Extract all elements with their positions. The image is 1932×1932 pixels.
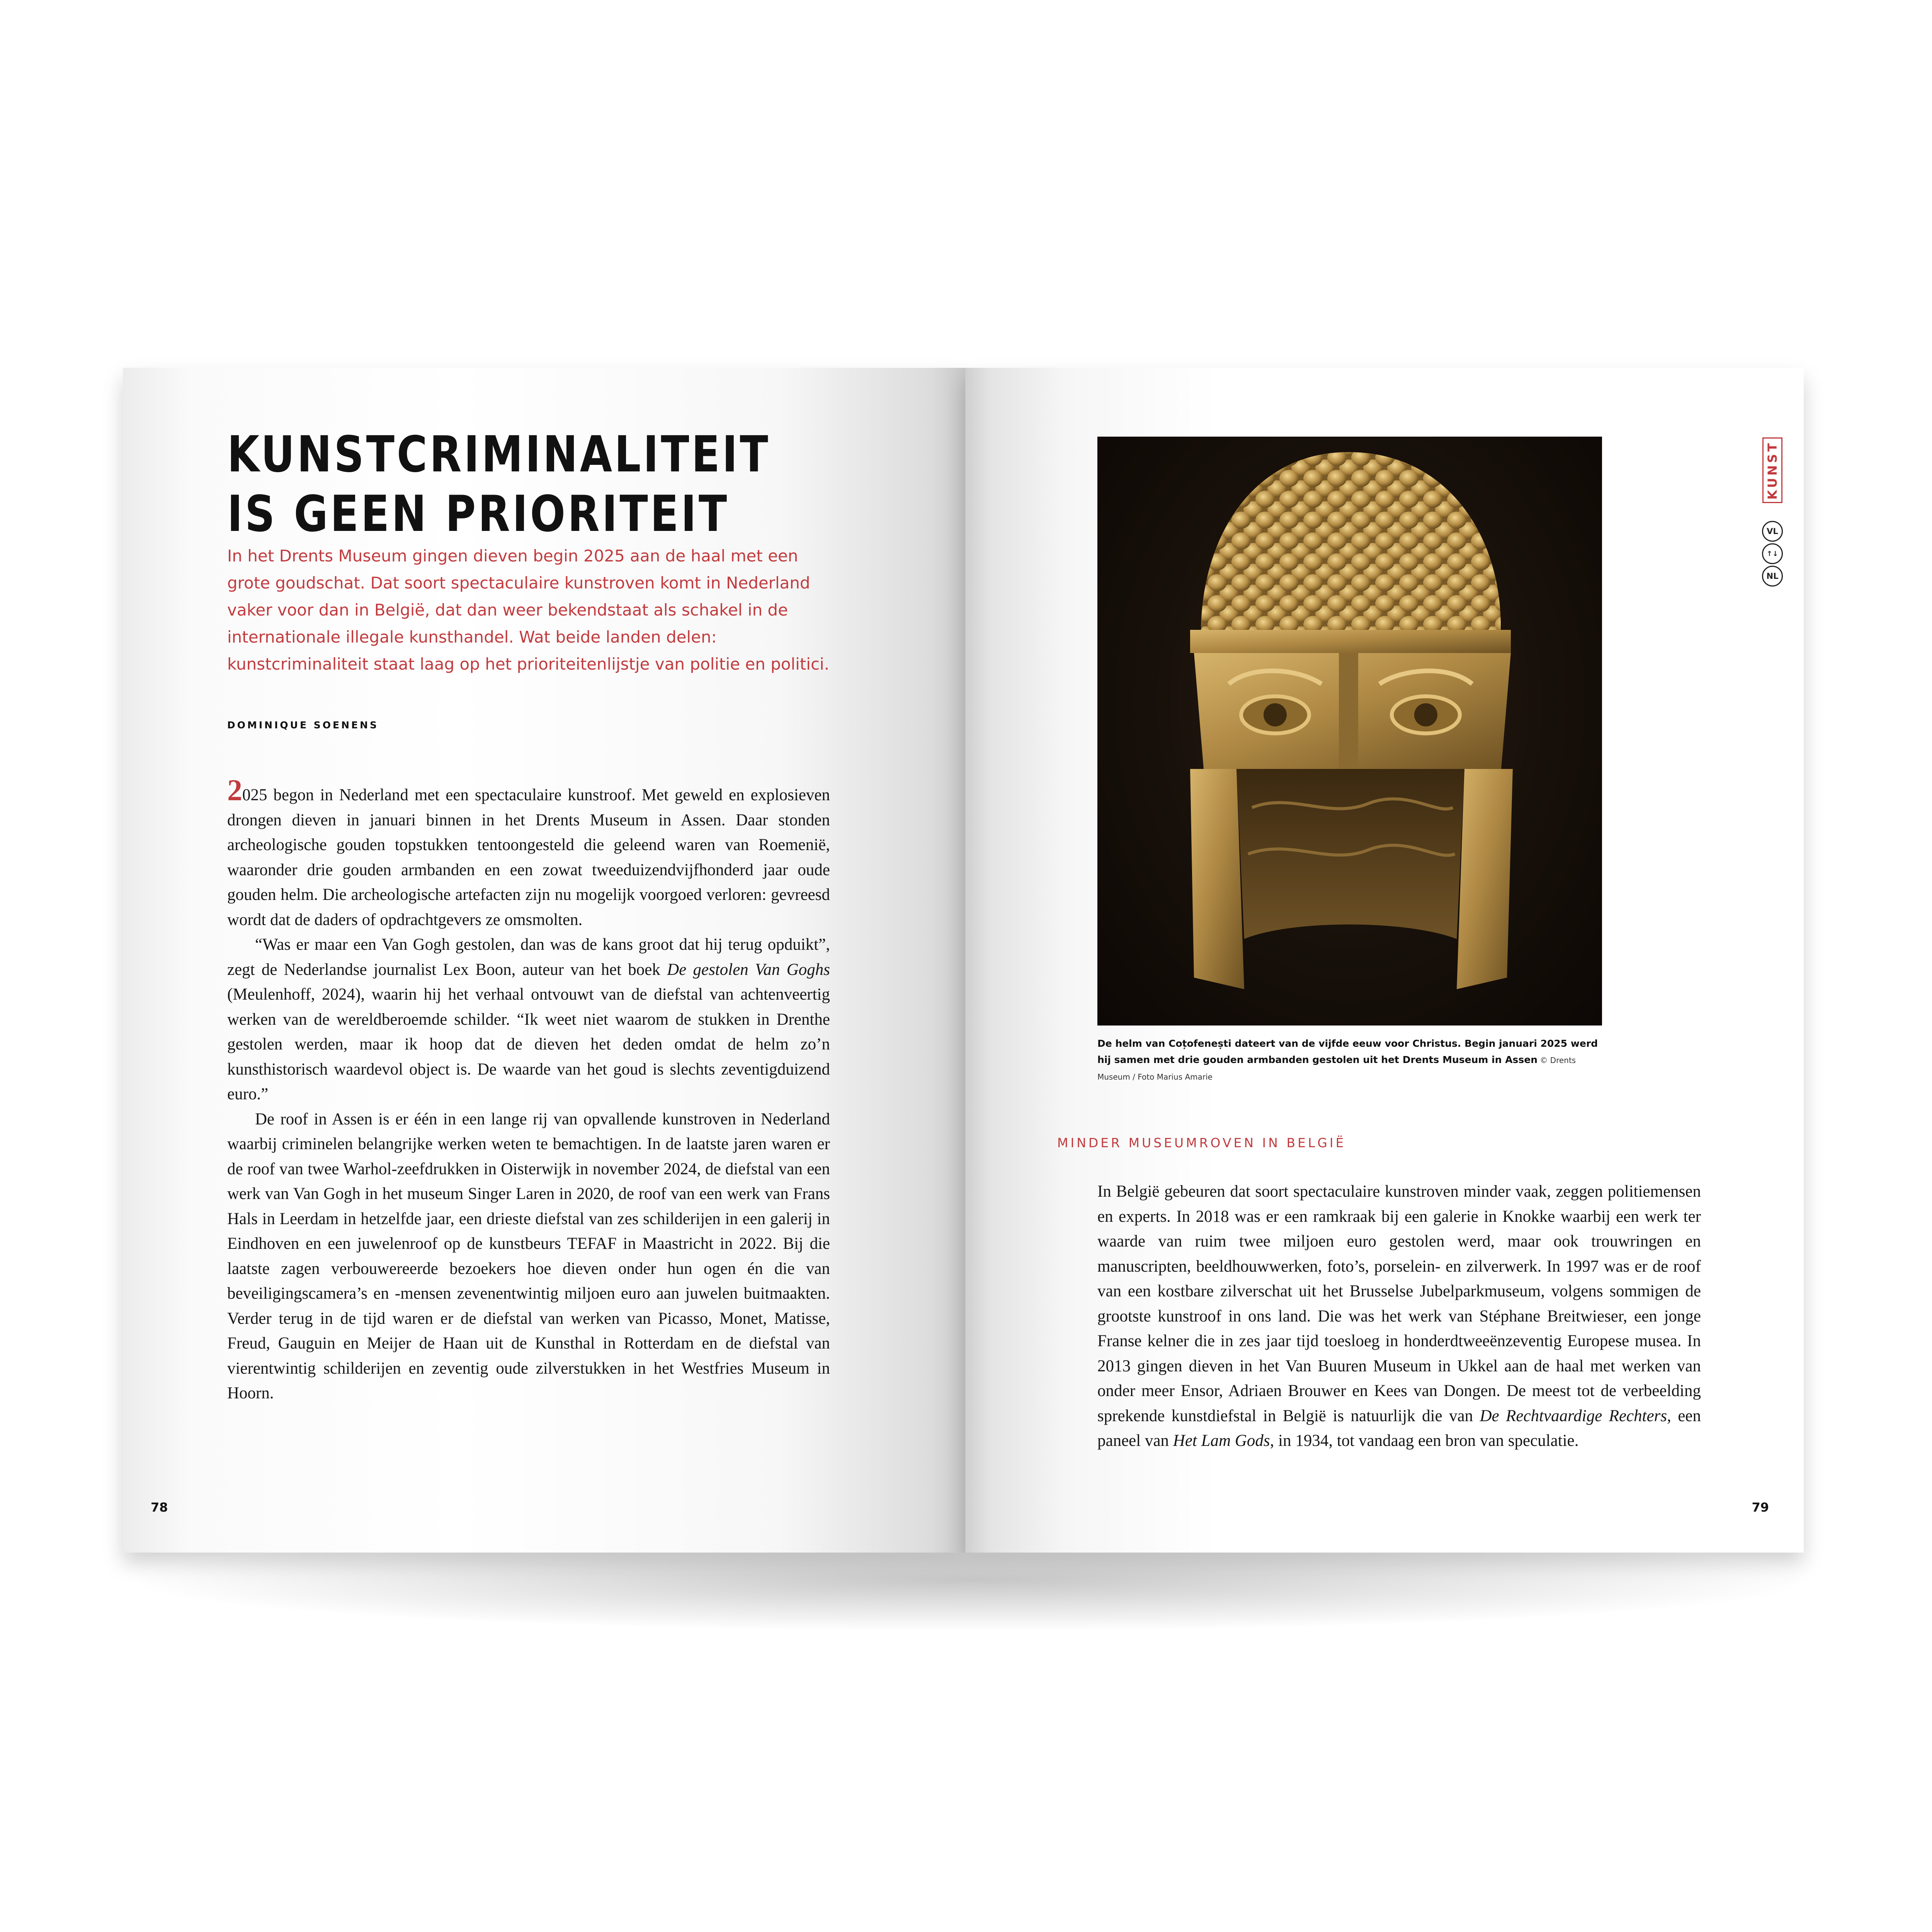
swap-arrows-icon: ↑↓ <box>1762 543 1783 564</box>
paragraph-2-text-b: (Meulenhoff, 2024), waarin hij het verhaal ontvouwt van de diefstal van achtenveertig werken van de wereldberoemde schilder. “Ik weet niet waarom de stukken in Drenthe gestolen werden, maar ik hoop dat de dieven het deden omdat de helm zo’n kunsthistorisch waardevol object is. De waarde van het goud is slechts zeventigduizend euro.” <box>227 985 830 1103</box>
title-line-1: KUNSTCRIMINALITEIT <box>227 426 770 483</box>
section-tab-label: KUNST <box>1765 441 1780 500</box>
section-heading: MINDER MUSEUMROVEN IN BELGIË <box>1057 1135 1346 1150</box>
left-body-text <box>227 773 830 1406</box>
right-page <box>965 368 1804 1553</box>
page-number-right: 79 <box>1752 1500 1769 1515</box>
artwork-title-1: De Rechtvaardige Rechters <box>1480 1406 1667 1425</box>
paragraph-1 <box>227 773 830 932</box>
intro-lead: In het Drents Museum gingen dieven begin 2025 aan de haal met een grote goudschat. Dat soort spectaculaire kunstroven komt in Nederland vaker voor dan in België, dat dan weer bekendstaat als schakel in de internationale illegale kunsthandel. Wat beide landen delen: kunstcriminaliteit staat laag op het prioriteitenlijstje van politie en politici. <box>227 546 830 673</box>
paragraph-3: De roof in Assen is er één in een lange rij van opvallende kunstroven in Nederland waarbij criminelen belangrijke werken weten te bemachtigen. In de laatste jaren waren er de roof van twee Warhol-zeefdrukken in Oisterwijk in november 2024, de diefstal van een werk van Van Gogh in het museum Singer Laren in 2020, de roof van een werk van Frans Hals in Leerdam in hetzelfde jaar, een drieste diefstal van zes schilderijen in een galerij in Eindhoven en een juwelenroof op de kunstbeurs TEFAF in Maastricht in 2022. Bij die laatste zagen verbouwereerde bezoekers hoe dieven onder hun ogen én die van beveiligingscamera’s en -mensen zevenentwintig miljoen euro aan juwelen buitmaakten. Verder terug in de tijd waren er de diefstal van werken van Picasso, Monet, Matisse, Freud, Gauguin en Meijer de Haan uit de Kunsthal in Rotterdam en de diefstal van vierentwintig schilderijen en zeventig oude zilverstukken in het Westfries Museum in Hoorn. <box>227 1110 830 1402</box>
right-paragraph <box>1097 1179 1701 1454</box>
paragraph-2 <box>227 932 830 1107</box>
paragraph-2-text-a: “Was er maar een Van Gogh gestolen, dan was de kans groot dat hij terug opduikt”, zegt de Nederlandse journalist Lex Boon, auteur van het boek <box>227 935 830 979</box>
drop-cap: 2 <box>227 773 242 807</box>
author-byline: DOMINIQUE SOENENS <box>227 719 379 731</box>
artwork-title-2: Het Lam Gods <box>1173 1432 1270 1450</box>
article-title <box>227 425 770 544</box>
book-title: De gestolen Van Goghs <box>667 960 830 979</box>
helmet-illustration <box>1097 437 1602 1026</box>
photo-caption <box>1097 1036 1607 1085</box>
left-page <box>123 368 965 1553</box>
page-number-left: 78 <box>151 1500 168 1515</box>
right-body-text <box>1097 1179 1701 1454</box>
right-text-c: , in 1934, tot vandaag een bron van speculatie. <box>1270 1432 1579 1450</box>
section-tab-kunst <box>1762 437 1782 503</box>
gold-helmet-photo <box>1097 437 1602 1026</box>
paragraph-1-text: 025 begon in Nederland met een spectaculaire kunstroof. Met geweld en explosieven drongen dieven in januari binnen in het Drents Museum in Assen. Daar stonden archeologische gouden topstukken tentoongesteld die geleend waren van Roemenië, waaronder drie gouden armbanden en een zowat tweeduizendvijfhonderd jaar oude gouden helm. Die archeologische artefacten zijn nu mogelijk voorgoed verloren: gevreesd wordt dat de daders of opdrachtgevers ze omsmolten. <box>227 786 830 929</box>
right-text-b: , een paneel van <box>1097 1406 1701 1450</box>
right-text-a: In België gebeuren dat soort spectaculaire kunstroven minder vaak, zeggen politiemensen en experts. In 2018 was er een ramkraak bij een galerie in Knokke waarbij een werk ter waarde van ruim twee miljoen euro gestolen werd, maar ook trouwringen en manuscripten, beeldhouwwerken, foto’s, porselein- en zilverwerk. In 1997 was er de roof van een kostbare zilverschat uit het Brusselse Jubelparkmuseum, volgens sommigen de grootste kunstroof in ons land. Die was het werk van Stéphane Breitwieser, een jonge Franse kelner die in zes jaar tijd toesloeg in honderdtweeënzeventig Europese musea. In 2013 gingen dieven in het Van Buuren Museum in Ukkel aan de haal met werken van onder meer Ensor, Adriaen Brouwer en Kees van Dongen. De meest tot de verbeelding sprekende kunstdiefstal in België is natuurlijk die van <box>1097 1182 1701 1425</box>
caption-text: De helm van Coțofenești dateert van de vijfde eeuw voor Christus. Begin januari 2025 werd hij samen met drie gouden armbanden gestolen uit het Drents Museum in Assen <box>1097 1038 1598 1065</box>
lang-badge-vl: VL <box>1762 521 1783 542</box>
lang-badge-nl: NL <box>1762 566 1783 587</box>
title-line-2: IS GEEN PRIORITEIT <box>227 485 730 543</box>
photo-credit: © Drents Museum / Foto Marius Amarie <box>1097 1056 1576 1082</box>
